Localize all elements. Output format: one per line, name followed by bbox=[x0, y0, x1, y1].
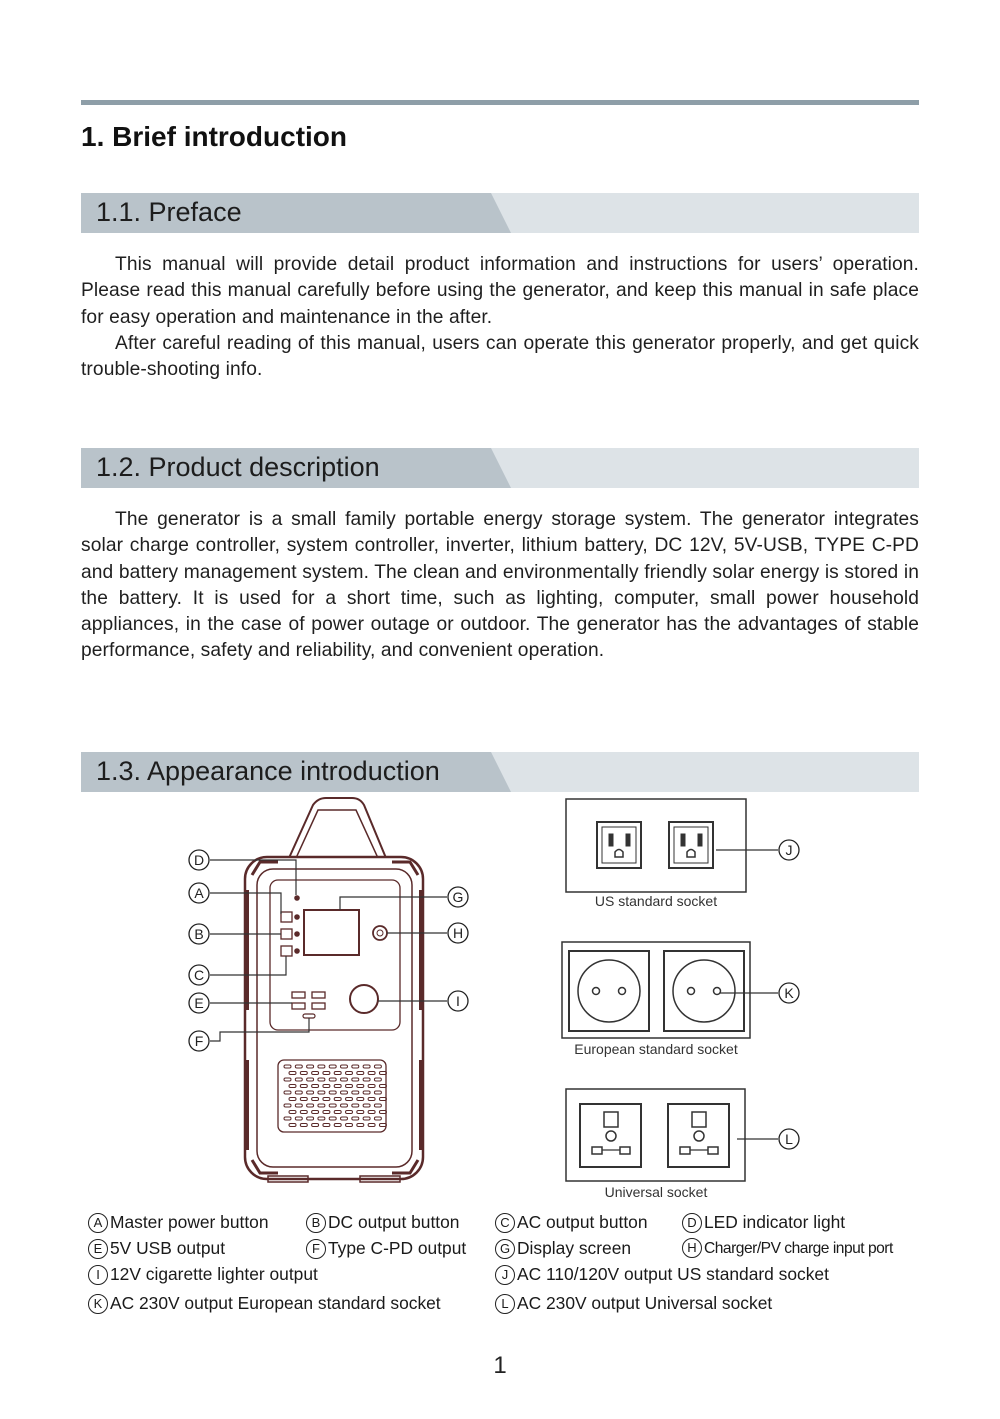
legend-item-l bbox=[495, 1293, 772, 1314]
legend-text: DC output button bbox=[328, 1212, 460, 1232]
legend-letter: A bbox=[88, 1213, 108, 1233]
callout-c bbox=[189, 965, 209, 985]
legend-letter: J bbox=[495, 1265, 515, 1285]
legend-text: AC output button bbox=[517, 1212, 648, 1232]
legend-item-h bbox=[682, 1238, 893, 1258]
legend-text: Type C-PD output bbox=[328, 1238, 467, 1258]
legend-item-a bbox=[88, 1212, 269, 1233]
svg-text:D: D bbox=[193, 852, 205, 868]
legend-letter: D bbox=[682, 1213, 702, 1233]
callout-i bbox=[448, 991, 468, 1011]
legend-letter: H bbox=[682, 1238, 702, 1258]
callout-j bbox=[779, 840, 799, 860]
legend-letter: K bbox=[88, 1294, 108, 1314]
universal-socket-panel bbox=[566, 1089, 745, 1181]
legend-letter: I bbox=[88, 1265, 108, 1285]
svg-text:F: F bbox=[194, 1033, 204, 1049]
svg-text:H: H bbox=[452, 925, 464, 941]
legend-letter: L bbox=[495, 1294, 515, 1314]
product-description-paragraph: The generator is a small family portable energy storage system. The generator integrates solar charge controller, system controller, inverter, lithium battery, DC 12V, 5V-USB, TYPE C-PD and battery management system. The clean and environmentally friendly solar energy is stored in the battery. It is used for a short time, such as lighting, computer, small power household appliances, in the case of power outage or outdoor. The generator has the advantages of stable performance, safety and reliability, and convenient operation. bbox=[81, 509, 919, 662]
svg-text:I: I bbox=[456, 993, 460, 1009]
svg-text:B: B bbox=[194, 926, 204, 942]
svg-text:E: E bbox=[194, 995, 204, 1011]
callout-d bbox=[189, 850, 209, 870]
svg-text:A: A bbox=[194, 885, 204, 901]
callout-l bbox=[779, 1129, 799, 1149]
section-title-product-description: 1.2. Product description bbox=[96, 452, 380, 482]
legend-item-e bbox=[88, 1238, 225, 1259]
legend-item-c bbox=[495, 1212, 648, 1233]
legend-text: 5V USB output bbox=[110, 1238, 226, 1258]
page-heading: 1. Brief introduction bbox=[81, 121, 347, 152]
preface-paragraph-1: This manual will provide detail product information and instructions for users’ operation. Please read this manual carefully before using the generator, and keep this manual in safe place for easy operation and maintenance in the after. bbox=[81, 254, 919, 328]
eu-socket-caption: European standard socket bbox=[574, 1041, 738, 1057]
legend-item-j bbox=[495, 1264, 829, 1285]
legend-letter: G bbox=[495, 1239, 515, 1259]
svg-text:C: C bbox=[193, 967, 205, 983]
legend-text: AC 110/120V output US standard socket bbox=[517, 1264, 829, 1284]
legend-letter: B bbox=[306, 1213, 326, 1233]
svg-text:K: K bbox=[784, 985, 794, 1001]
legend-text: AC 230V output European standard socket bbox=[110, 1293, 441, 1313]
svg-text:L: L bbox=[785, 1131, 793, 1147]
legend-item-d bbox=[682, 1212, 845, 1233]
eu-socket-panel bbox=[562, 942, 750, 1038]
generator-illustration bbox=[245, 798, 423, 1182]
svg-text:G: G bbox=[452, 889, 464, 905]
legend-text: Master power button bbox=[110, 1212, 269, 1232]
callout-h bbox=[448, 923, 468, 943]
legend-text: Charger/PV charge input port bbox=[704, 1240, 893, 1257]
legend-letter: C bbox=[495, 1213, 515, 1233]
callout-e bbox=[189, 993, 209, 1013]
svg-text:J: J bbox=[785, 842, 793, 858]
legend-text: Display screen bbox=[517, 1238, 632, 1258]
universal-socket-caption: Universal socket bbox=[604, 1184, 708, 1200]
legend-text: 12V cigarette lighter output bbox=[110, 1264, 318, 1284]
legend-letter: E bbox=[88, 1239, 108, 1259]
legend-item-b bbox=[306, 1212, 459, 1233]
callout-a bbox=[189, 883, 209, 903]
callout-b bbox=[189, 924, 209, 944]
legend-item-k bbox=[88, 1293, 441, 1314]
section-title-preface: 1.1. Preface bbox=[96, 197, 242, 227]
us-socket-panel bbox=[566, 799, 746, 892]
callout-k bbox=[779, 983, 799, 1003]
legend-letter: F bbox=[306, 1239, 326, 1259]
legend-item-g bbox=[495, 1238, 631, 1259]
legend-text: LED indicator light bbox=[704, 1212, 846, 1232]
legend-item-i bbox=[88, 1264, 318, 1285]
preface-paragraph-2: After careful reading of this manual, users can operate this generator properly, and get quick trouble-shooting info. bbox=[81, 332, 919, 381]
callout-g bbox=[448, 887, 468, 907]
legend-text: AC 230V output Universal socket bbox=[517, 1293, 773, 1313]
legend-item-f bbox=[306, 1238, 466, 1259]
page-number: 1 bbox=[493, 1352, 507, 1379]
us-socket-caption: US standard socket bbox=[594, 893, 718, 909]
callout-f bbox=[189, 1031, 209, 1051]
section-title-appearance: 1.3. Appearance introduction bbox=[96, 756, 440, 786]
